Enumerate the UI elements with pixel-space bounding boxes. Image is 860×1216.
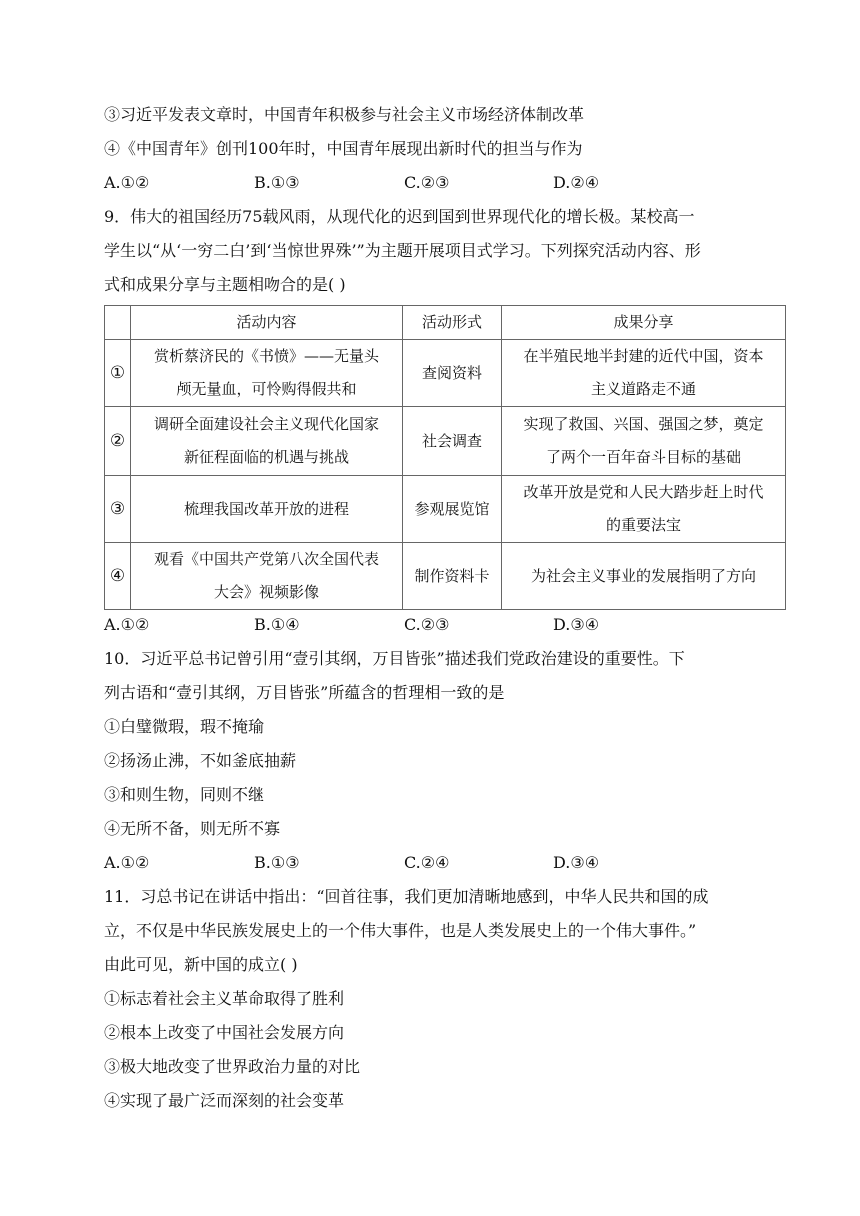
q10-choice-a[interactable]: A.①② bbox=[104, 853, 150, 872]
q8-choice-c[interactable]: C.②③ bbox=[404, 173, 450, 192]
q9-stem-line-1: 9．伟大的祖国经历75载风雨，从现代化的迟到国到世界现代化的增长极。某校高一 bbox=[104, 207, 695, 226]
q11-option-3: ③极大地改变了世界政治力量的对比 bbox=[104, 1057, 361, 1076]
row-result-line: 的重要法宝 bbox=[605, 516, 681, 534]
q11-stem-line-2: 立，不仅是中华民族发展史上的一个伟大事件，也是人类发展史上的一个伟大事件。” bbox=[104, 921, 697, 940]
header-blank bbox=[105, 306, 131, 340]
q8-option-3: ③习近平发表文章时，中国青年积极参与社会主义市场经济体制改革 bbox=[104, 105, 585, 124]
row-result-line: 实现了救国、兴国、强国之梦，奠定 bbox=[523, 415, 764, 433]
q9-answer-choices bbox=[104, 613, 704, 637]
row-result-line: 为社会主义事业的发展指明了方向 bbox=[530, 566, 756, 585]
row-content bbox=[131, 543, 403, 610]
q10-option-3: ③和则生物，同则不继 bbox=[104, 785, 265, 804]
row-number: ④ bbox=[105, 543, 131, 610]
q11-stem-line-1: 11．习总书记在讲话中指出：“回首往事，我们更加清晰地感到，中华人民共和国的成 bbox=[104, 887, 709, 906]
q8-choice-d[interactable]: D.②④ bbox=[553, 173, 600, 192]
row-result-line: 在半殖民地半封建的近代中国，资本 bbox=[523, 347, 764, 365]
table-row bbox=[105, 340, 786, 407]
row-content-line: 调研全面建设社会主义现代化国家 bbox=[153, 415, 379, 433]
q8-answer-choices bbox=[104, 171, 704, 195]
q10-stem-line-1: 10．习近平总书记曾引用“壹引其纲，万目皆张”描述我们党政治建设的重要性。下 bbox=[104, 649, 685, 668]
row-content-line: 观看《中国共产党第八次全国代表 bbox=[153, 550, 379, 568]
row-content-line: 赏析蔡济民的《书愤》——无量头 bbox=[153, 347, 379, 365]
row-number: ③ bbox=[105, 476, 131, 543]
row-form: 查阅资料 bbox=[403, 340, 502, 407]
row-result bbox=[502, 407, 786, 476]
q9-stem-line-3: 式和成果分享与主题相吻合的是( ) bbox=[104, 275, 346, 294]
table-row bbox=[105, 476, 786, 543]
row-content bbox=[131, 407, 403, 476]
q10-choice-b[interactable]: B.①③ bbox=[254, 853, 300, 872]
row-content-line: 新征程面临的机遇与挑战 bbox=[183, 448, 349, 466]
table-row bbox=[105, 543, 786, 610]
row-result-line: 了两个一百年奋斗目标的基础 bbox=[545, 448, 741, 466]
q10-option-2: ②扬汤止沸，不如釜底抽薪 bbox=[104, 751, 297, 770]
row-content bbox=[131, 476, 403, 543]
header-content: 活动内容 bbox=[131, 306, 403, 340]
row-number: ① bbox=[105, 340, 131, 407]
row-content-line: 颅无量血，可怜购得假共和 bbox=[176, 380, 357, 398]
table-row bbox=[105, 407, 786, 476]
q10-option-4: ④无所不备，则无所不寡 bbox=[104, 819, 281, 838]
q10-answer-choices bbox=[104, 851, 704, 875]
q9-stem-line-2: 学生以“从‘一穷二白’到‘当惊世界殊’”为主题开展项目式学习。下列探究活动内容、形 bbox=[104, 241, 701, 260]
table-header-row bbox=[105, 306, 786, 340]
q10-stem-line-2: 列古语和“壹引其纲，万目皆张”所蕴含的哲理相一致的是 bbox=[104, 683, 505, 702]
row-result bbox=[502, 340, 786, 407]
row-form: 社会调查 bbox=[403, 407, 502, 476]
row-result-line: 主义道路走不通 bbox=[590, 380, 696, 398]
row-form: 参观展览馆 bbox=[403, 476, 502, 543]
row-result-line: 改革开放是党和人民大踏步赶上时代 bbox=[523, 483, 764, 501]
q11-option-1: ①标志着社会主义革命取得了胜利 bbox=[104, 989, 345, 1008]
row-result bbox=[502, 543, 786, 610]
q10-option-1: ①白璧微瑕，瑕不掩瑜 bbox=[104, 717, 265, 736]
row-result bbox=[502, 476, 786, 543]
row-form: 制作资料卡 bbox=[403, 543, 502, 610]
q9-choice-c[interactable]: C.②③ bbox=[404, 615, 450, 634]
header-result: 成果分享 bbox=[502, 306, 786, 340]
row-number: ② bbox=[105, 407, 131, 476]
q9-choice-d[interactable]: D.③④ bbox=[553, 615, 600, 634]
q10-choice-c[interactable]: C.②④ bbox=[404, 853, 450, 872]
q8-choice-b[interactable]: B.①③ bbox=[254, 173, 300, 192]
activity-table bbox=[104, 305, 786, 610]
row-content-line: 大会》视频影像 bbox=[213, 583, 319, 601]
row-content bbox=[131, 340, 403, 407]
q11-option-2: ②根本上改变了中国社会发展方向 bbox=[104, 1023, 345, 1042]
q10-choice-d[interactable]: D.③④ bbox=[553, 853, 600, 872]
q9-choice-b[interactable]: B.①④ bbox=[254, 615, 300, 634]
q8-choice-a[interactable]: A.①② bbox=[104, 173, 150, 192]
row-content-line: 梳理我国改革开放的进程 bbox=[183, 499, 349, 518]
q11-option-4: ④实现了最广泛而深刻的社会变革 bbox=[104, 1091, 345, 1110]
q8-option-4: ④《中国青年》创刊100年时，中国青年展现出新时代的担当与作为 bbox=[104, 139, 583, 158]
header-form: 活动形式 bbox=[403, 306, 502, 340]
q11-stem-line-3: 由此可见，新中国的成立( ) bbox=[104, 955, 298, 974]
q9-choice-a[interactable]: A.①② bbox=[104, 615, 150, 634]
